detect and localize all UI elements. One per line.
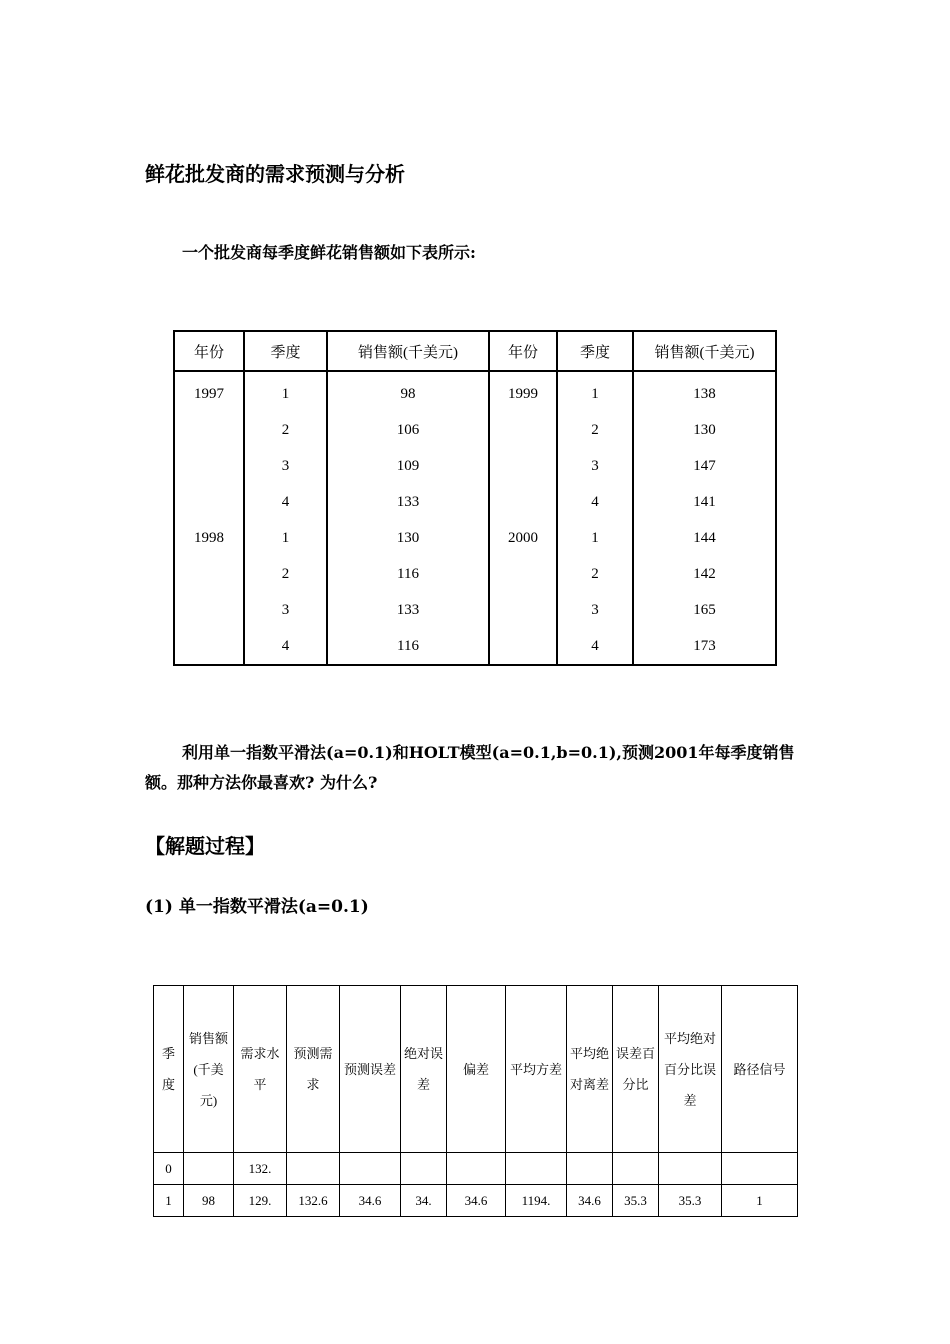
calc-header-cell: 季度 [154,986,184,1153]
table-row [174,448,776,484]
table-cell [506,1153,567,1185]
table-cell [489,484,557,520]
calc-header-cell: 绝对误差 [401,986,447,1153]
table-cell: 132. [234,1153,287,1185]
table-row [174,520,776,556]
calc-header-row [154,986,798,1153]
table-cell: 144 [633,520,776,556]
table-cell: 98 [184,1185,234,1217]
table-cell: 1 [244,520,327,556]
calc-header-cell: 平均方差 [506,986,567,1153]
table-cell [613,1153,659,1185]
table-row [174,371,776,412]
table-row [174,556,776,592]
table-cell: 98 [327,371,489,412]
table-cell: 173 [633,628,776,665]
table-cell: 1 [557,371,633,412]
table-cell [174,448,244,484]
table-cell [174,556,244,592]
table-cell: 1194. [506,1185,567,1217]
sales-header-cell: 销售额(千美元) [327,331,489,371]
table-row [174,412,776,448]
table-cell: 35.3 [613,1185,659,1217]
calc-header-cell: 误差百分比 [613,986,659,1153]
table-cell: 109 [327,448,489,484]
table-cell: 129. [234,1185,287,1217]
table-cell: 1 [244,371,327,412]
sales-header-cell: 年份 [489,331,557,371]
table-cell [287,1153,340,1185]
table-row [154,1153,798,1185]
sales-header-cell: 季度 [244,331,327,371]
table-cell: 1998 [174,520,244,556]
table-cell: 1 [154,1185,184,1217]
table-cell [174,412,244,448]
question-text: 利用单一指数平滑法(a=0.1)和HOLT模型(a=0.1,b=0.1),预测2001年每季度销售额。那种方法你最喜欢? 为什么? [145,743,795,792]
table-cell [489,592,557,628]
table-row [154,1185,798,1217]
table-cell: 165 [633,592,776,628]
calc-header-cell: 平均绝对离差 [567,986,613,1153]
intro-text: 一个批发商每季度鲜花销售额如下表所示: [182,243,476,262]
table-cell [722,1153,798,1185]
calc-header-cell: 销售额(千美元) [184,986,234,1153]
table-cell [659,1153,722,1185]
calc-header-cell: 预测需求 [287,986,340,1153]
table-cell: 1 [722,1185,798,1217]
subheading: (1) 单一指数平滑法(a=0.1) [145,897,369,917]
table-cell: 4 [244,628,327,665]
table-cell: 3 [557,448,633,484]
table-cell: 34.6 [340,1185,401,1217]
table-cell: 3 [244,448,327,484]
sales-table [173,330,777,666]
table-cell [489,556,557,592]
calc-header-cell: 路径信号 [722,986,798,1153]
table-cell [489,448,557,484]
table-cell [401,1153,447,1185]
table-cell: 138 [633,371,776,412]
table-row [174,592,776,628]
calc-header-cell: 偏差 [447,986,506,1153]
table-cell [447,1153,506,1185]
table-row [174,484,776,520]
table-cell [174,484,244,520]
sales-header-cell: 季度 [557,331,633,371]
table-cell: 34.6 [567,1185,613,1217]
table-cell: 133 [327,592,489,628]
table-cell: 4 [557,484,633,520]
table-cell [489,412,557,448]
sales-header-row [174,331,776,371]
section-heading: 【解题过程】 [145,834,265,858]
sales-header-cell: 年份 [174,331,244,371]
table-cell: 3 [244,592,327,628]
table-cell: 130 [633,412,776,448]
table-cell: 1997 [174,371,244,412]
calc-header-cell: 预测误差 [340,986,401,1153]
table-cell: 4 [557,628,633,665]
table-row [174,628,776,665]
table-cell: 34.6 [447,1185,506,1217]
table-cell: 34. [401,1185,447,1217]
table-cell: 130 [327,520,489,556]
table-cell: 116 [327,628,489,665]
table-cell: 0 [154,1153,184,1185]
table-cell: 2 [557,412,633,448]
table-cell: 35.3 [659,1185,722,1217]
table-cell: 2 [557,556,633,592]
table-cell: 2 [244,412,327,448]
page-title: 鲜花批发商的需求预测与分析 [145,162,405,186]
table-cell: 106 [327,412,489,448]
table-cell [567,1153,613,1185]
table-cell: 2000 [489,520,557,556]
table-cell: 147 [633,448,776,484]
sales-header-cell: 销售额(千美元) [633,331,776,371]
table-cell: 2 [244,556,327,592]
table-cell [174,628,244,665]
table-cell [174,592,244,628]
table-cell: 3 [557,592,633,628]
calc-header-cell: 需求水平 [234,986,287,1153]
table-cell [489,628,557,665]
calc-header-cell: 平均绝对百分比误差 [659,986,722,1153]
table-cell: 133 [327,484,489,520]
table-cell [340,1153,401,1185]
table-cell: 1 [557,520,633,556]
table-cell: 116 [327,556,489,592]
table-cell: 132.6 [287,1185,340,1217]
table-cell: 142 [633,556,776,592]
calc-table [153,985,798,1217]
table-cell: 1999 [489,371,557,412]
table-cell: 4 [244,484,327,520]
table-cell: 141 [633,484,776,520]
table-cell [184,1153,234,1185]
